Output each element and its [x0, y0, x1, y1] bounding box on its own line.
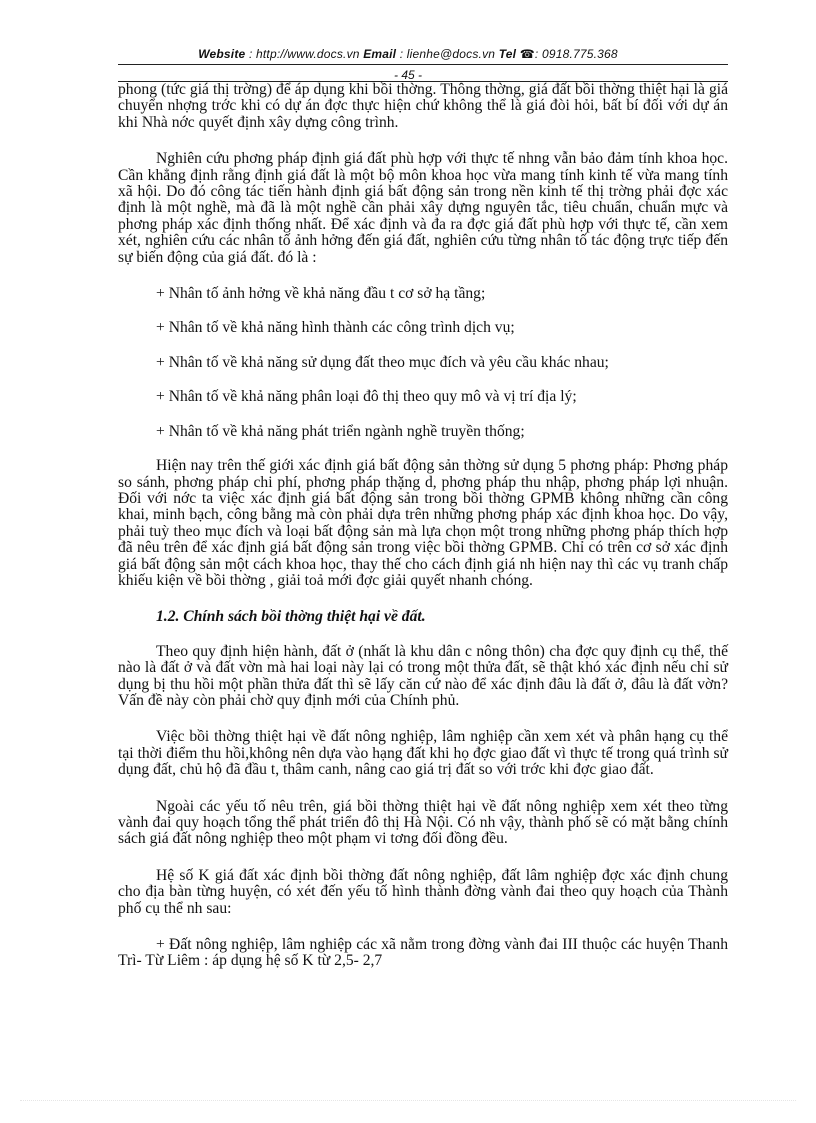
paragraph: Hệ số K giá đất xác định bồi thờng đất nông nghiệp, đất lâm nghiệp đợc xác định chung cho địa bàn từng huyện, có xét đến yếu tố hình thành đờng vành đai theo quy hoạch của Thành phố cụ thể nh sau:	[118, 866, 728, 917]
list-item: + Nhân tố về khả năng phân loại đô thị theo quy mô và vị trí địa lý;	[156, 388, 577, 406]
paragraph: phong (tức giá thị trờng) để áp dụng khi bồi thờng. Thông thờng, giá đất bồi thờng thiệt hại là giá chuyển nhợng trớc khi có dự án đợc thực hiện chứ không thể là giá đòi hỏi, bất bí đối với dự án khi Nhà nớc quyết định xây dựng công trình.	[118, 81, 728, 131]
list-item: + Nhân tố về khả năng hình thành các công trình dịch vụ;	[156, 319, 515, 337]
paragraph: Việc bồi thờng thiệt hại về đất nông nghiệp, lâm nghiệp cần xem xét và phân hạng cụ thể tại thời điểm thu hồi,không nên dựa vào hạng đất khi họ đợc giao đất vì thực tế trong quá trình sử dụng đất, chủ hộ đã đầu t, thâm canh, nâng cao giá trị đất so với trớc khi đợc giao đất.	[118, 728, 728, 779]
section-heading: 1.2. Chính sách bồi thờng thiệt hại về đất.	[156, 608, 426, 626]
paragraph: Nghiên cứu phơng pháp định giá đất phù hợp với thực tế nhng vẫn bảo đảm tính khoa học. Cần khẳng định rằng định giá đất là một bộ môn khoa học vừa mang tính kinh tế vừa mang tính xã hội. Do đó công tác tiến hành định giá bất động sản trong nền kinh tế thị trờng phải đợc xác định là một nghề, mà đã là một nghề cần phải xây dựng nguyên tắc, tiêu chuẩn, chuẩn mực và phơng pháp xác định thống nhất. Để xác định và đa ra đợc giá đất phù hợp với thực tế, cần xem xét, nghiên cứu các nhân tố ảnh hởng đến giá đất, nghiên cứu từng nhân tố tác động trực tiếp đến sự biến động của giá đất. đó là :	[118, 150, 728, 266]
website-label: Website	[198, 47, 246, 61]
paragraph: Hiện nay trên thế giới xác định giá bất động sản thờng sử dụng 5 phơng pháp: Phơng pháp so sánh, phơng pháp chi phí, phơng pháp thặng d, phơng pháp thu nhập, phơng pháp lợi nhuận. Đối với nớc ta việc xác định giá bất động sản trong bồi thờng GPMB không những cần công khai, minh bạch, công bằng mà còn phải dựa trên những phơng pháp xác định khoa học. Do vậy, phải tuỳ theo mục đích và loại bất động sản mà lựa chọn một trong những phơng pháp thích hợp đã nêu trên để xác định giá bất động sản trong việc bồi thờng GPMB. Chỉ có trên cơ sở xác định giá bất động sản một cách khoa học, thay thế cho cách định giá nh hiện nay thì các vụ tranh chấp khiếu kiện về bồi thờng , giải toả mới đợc giải quyết nhanh chóng.	[118, 457, 728, 589]
page-header	[0, 47, 816, 61]
paragraph: Theo quy định hiện hành, đất ở (nhất là khu dân c nông thôn) cha đợc quy định cụ thể, thế nào là đất ở và đất vờn mà hai loại này lại có trong một thửa đất, sẽ thật khó xác định nếu chỉ sử dụng bị thu hồi một phần thửa đất thì sẽ lấy căn cứ nào để xác định đâu là đất ở, đâu là đất vờn? Vấn đề này còn phải chờ quy định mới của Chính phủ.	[118, 642, 728, 709]
website-value: : http://www.docs.vn	[245, 47, 364, 61]
tel-value: : 0918.775.368	[534, 47, 618, 61]
phone-icon: ☎	[519, 47, 535, 61]
paragraph: + Đất nông nghiệp, lâm nghiệp các xã nằm trong đờng vành đai III thuộc các huyện Thanh Trì- Từ Liêm : áp dụng hệ số K từ 2,5- 2,7	[118, 936, 728, 970]
page-number: - 45 -	[393, 68, 422, 82]
email-value: : lienhe@docs.vn	[396, 47, 499, 61]
header-rule	[118, 64, 728, 65]
paragraph: Ngoài các yếu tố nêu trên, giá bồi thờng thiệt hại về đất nông nghiệp xem xét theo từng vành đai quy hoạch tổng thể phát triển đô thị Hà Nội. Có nh vậy, thành phố sẽ có mặt bằng chính sách giá đất nông nghiệp theo một phạm vi tơng đối đồng đều.	[118, 797, 728, 848]
list-item: + Nhân tố về khả năng phát triển ngành nghề truyền thống;	[156, 422, 525, 440]
email-label: Email	[363, 47, 397, 61]
tel-label: Tel	[498, 47, 517, 61]
footer-divider	[20, 1100, 796, 1101]
document-body	[118, 82, 728, 990]
list-item: + Nhân tố ảnh hởng về khả năng đầu t cơ sở hạ tầng;	[156, 285, 486, 303]
list-item: + Nhân tố về khả năng sử dụng đất theo mục đích và yêu cầu khác nhau;	[156, 353, 609, 371]
